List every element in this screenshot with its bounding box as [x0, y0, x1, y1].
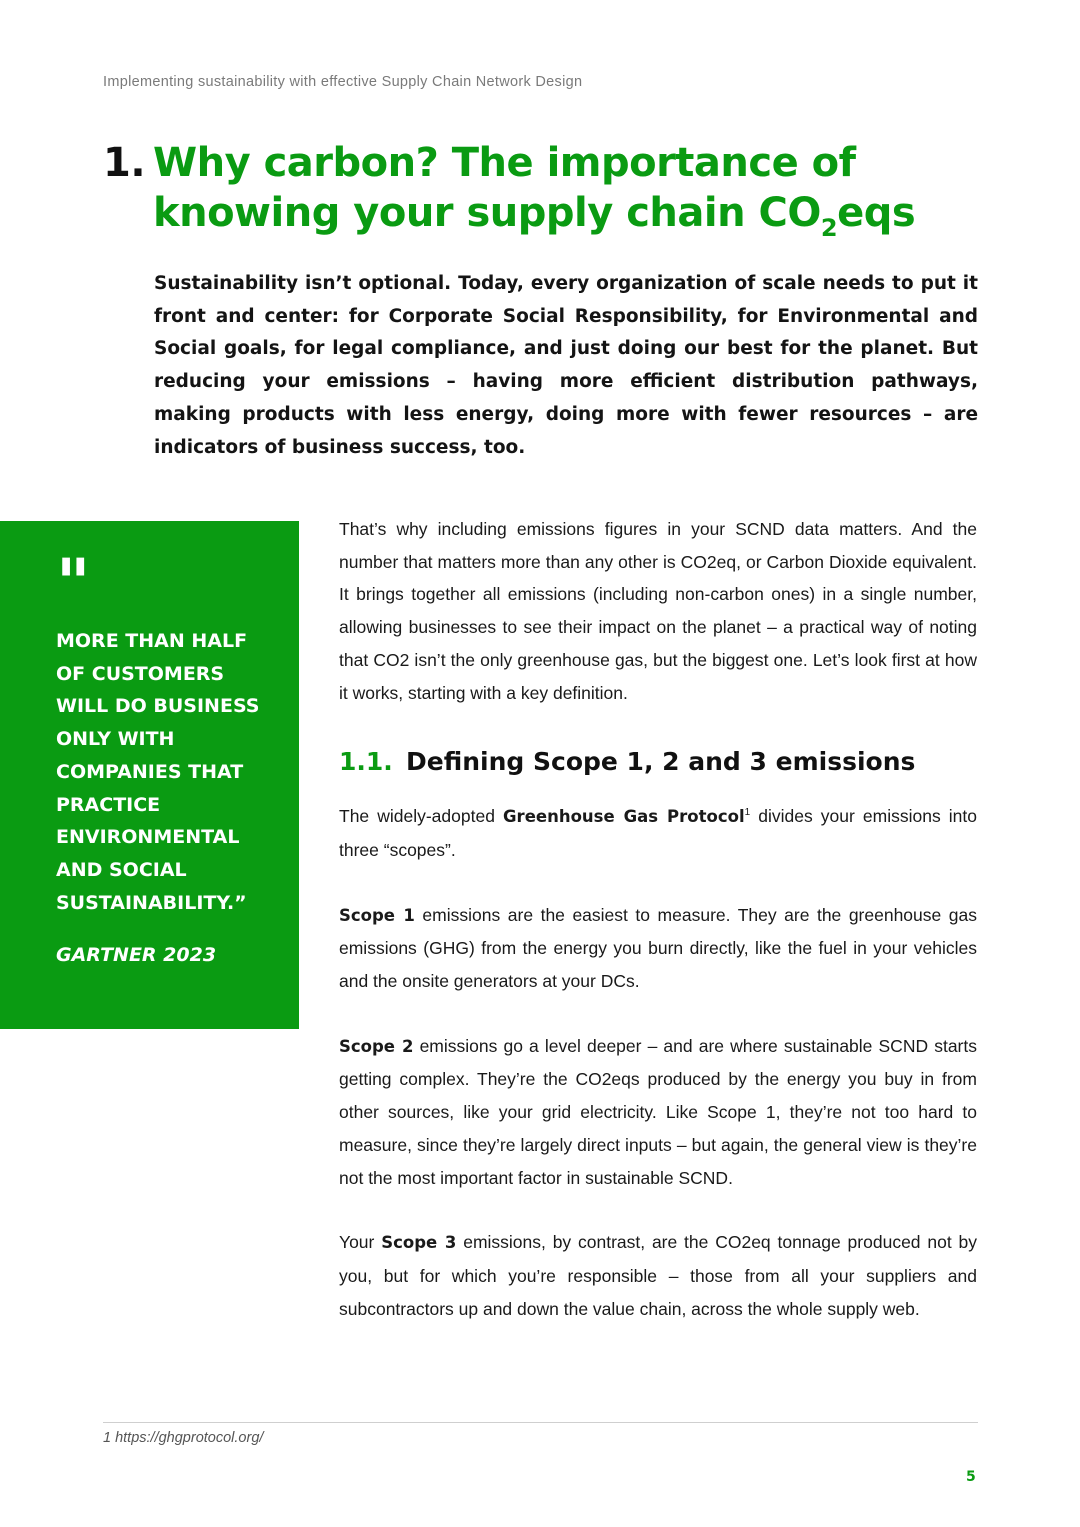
- footnote: 1 https://ghgprotocol.org/: [103, 1430, 264, 1446]
- scope-3-paragraph: [339, 1226, 977, 1325]
- chapter-title-tail: eqs: [837, 190, 916, 236]
- scope-2-term: Scope 2: [339, 1036, 414, 1056]
- paragraph-text: Your: [339, 1232, 382, 1253]
- scope-1-term: Scope 1: [339, 905, 415, 925]
- chapter-title-text: [153, 138, 983, 242]
- chapter-title: [103, 138, 983, 242]
- chapter-title-main: Why carbon? The importance of knowing your supply chain CO: [153, 140, 856, 236]
- lead-paragraph: Sustainability isn’t optional. Today, every organization of scale needs to put it front and center: for Corporate Social Responsibility, for Environmental and Social goals, for legal compliance, and just doing our best for the planet. But reducing your emissions – having more efficient distribution pathways, making products with less energy, doing more with fewer resources – are indicators of business success, too.: [154, 273, 978, 458]
- ghg-protocol-term: Greenhouse Gas Protocol: [503, 807, 745, 827]
- paragraph-text: The widely-adopted: [339, 806, 504, 827]
- pull-quote-box: [0, 521, 299, 1029]
- footnote-divider: [103, 1422, 978, 1423]
- paragraph-text: emissions go a level deeper – and are where sustainable SCND starts getting complex. They’re the CO2eqs produced by the energy you buy in from other sources, like your grid electricity. Like Scope 1, they’re not too hard to measure, since they’re largely direct inputs – but again, the general view is they’re not the most important factor in sustainable SCND.: [339, 1035, 977, 1188]
- quote-mark-icon: ": [56, 545, 87, 622]
- intro-paragraph: That’s why including emissions figures in your SCND data matters. And the number that matters more than any other is CO2eq, or Carbon Dioxide equivalent. It brings together all emissions (including non-carbon ones) in a single number, allowing businesses to see their impact on the planet – a practical way of noting that CO2 isn’t the only greenhouse gas, but the biggest one. Let’s look first at how it works, starting with a key definition.: [339, 519, 977, 703]
- paragraph-text: emissions, by contrast, are the CO2eq tonnage produced not by you, but for which you’re responsible – those from all your suppliers and subcontractors up and down the value chain, across the whole supply web.: [339, 1232, 977, 1319]
- ghg-protocol-paragraph: [339, 800, 977, 866]
- paragraph-text: divides your emissions into three “scopes”.: [339, 806, 977, 860]
- body-column: [339, 513, 977, 1325]
- section-heading: [339, 742, 977, 782]
- chapter-title-subscript: 2: [820, 214, 838, 242]
- pull-quote-text: MORE THAN HALF OF CUSTOMERS WILL DO BUSINESS ONLY WITH COMPANIES THAT PRACTICE ENVIRONMENTAL AND SOCIAL SUSTAINABILITY.”: [56, 630, 260, 914]
- running-header: Implementing sustainability with effective Supply Chain Network Design: [103, 74, 583, 90]
- footnote-marker: 1: [744, 807, 751, 819]
- section-number: 1.1.: [339, 747, 393, 777]
- pull-quote-source: GARTNER 2023: [56, 944, 217, 967]
- chapter-number: 1.: [103, 140, 146, 186]
- scope-3-term: Scope 3: [381, 1233, 457, 1253]
- paragraph-text: emissions are the easiest to measure. They are the greenhouse gas emissions (GHG) from the energy you burn directly, like the fuel in your vehicles and the onsite generators at your DCs.: [339, 904, 977, 992]
- scope-2-paragraph: [339, 1030, 977, 1195]
- page-number: 5: [966, 1469, 976, 1485]
- scope-1-paragraph: [339, 899, 977, 998]
- section-title: Defining Scope 1, 2 and 3 emissions: [406, 747, 916, 777]
